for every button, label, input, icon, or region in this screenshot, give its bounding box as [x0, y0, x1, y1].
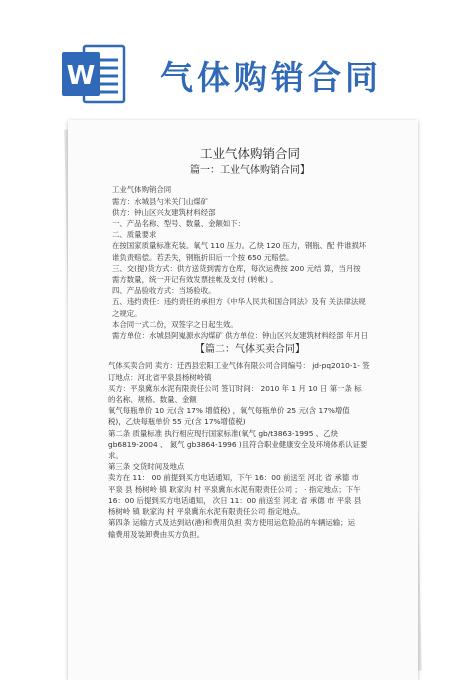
text-line: 供方：钟山区兴友建筑材料经部 [112, 207, 216, 217]
text-line: 税)，乙炔每瓶单价 55 元(含 17%增值税) [108, 417, 246, 427]
word-document-icon [62, 44, 126, 104]
text-line: 第四条 运输方式及达到站(港)和费用负担 卖方使用运危险品的车辆运输；运 [108, 518, 355, 528]
text-line: 在按国家质量标准充装。氧气 110 压力。乙炔 120 压力，钢瓶、配 件谁损坏 [112, 241, 367, 251]
document-content [108, 148, 392, 540]
banner-title: 气体购销合同 [160, 58, 382, 97]
text-line: 的名称、规格、数量、金额 [108, 395, 197, 405]
section-heading-part2: 【篇二：气体买卖合同】 [195, 344, 305, 356]
text-line: 三、交(提)货方式：供方送货到需方仓库，每次运费按 200 元结 算，当月按 [112, 263, 361, 273]
text-line: 买方：平泉冀东水泥有限责任公司 签订时间： 2010 年 1 月 10 日 第一条 标 [108, 383, 362, 393]
text-line: 需方单位：水城县阿嵬源水沟煤矿 供方单位：钟山区兴友建筑材料经部 年月日 [112, 331, 368, 341]
text-line: gb6819-2004 、 氮气 gb3864-1996 )且符合职业健康安全及环境体系认证要 [108, 439, 368, 449]
text-line: 之规定。 [112, 308, 142, 318]
text-line: 气体买卖合同 卖方：迁西县宏阳工业气体有限公司合同编号： jd-pq2010-1- 签 [108, 361, 370, 371]
document-title: 工业气体购销合同 [199, 146, 300, 161]
part1-body [108, 184, 392, 341]
text-line: 本合同一式二份，双签字之日起生效。 [112, 319, 238, 329]
text-line: 16：00 后提到买方电话通知， 次日 11：00 前送至 河北 省 承德 市 平泉 县 [108, 495, 362, 505]
word-icon-letter: W [66, 61, 96, 91]
header-banner [0, 0, 474, 118]
text-line: 需方数量，统一开记有效发票挂帐及支付 (转帐) 。 [112, 275, 278, 285]
text-line: 求。 [108, 451, 123, 461]
text-line: 四、产品验收方式：当场验收。 [112, 286, 216, 296]
section-heading-part1: 篇一：工业气体购销合同】 [190, 165, 310, 177]
text-line: 第二条 质量标准 执行相应现行国家标准(氧气 gb/t3863-1995 、乙炔 [108, 428, 338, 438]
text-line: 输费用及装卸费由买方负担。 [108, 529, 205, 539]
text-line: 谁负责赔偿。若丢失，钢瓶折旧后一个按 650 元赔偿。 [112, 252, 294, 262]
text-line: 平泉 县 杨树岭 镇 耿家沟 村 平泉冀东水泥有限责任公司 ； · 指定地点；下午 [108, 484, 361, 494]
document-page [68, 120, 418, 680]
text-line: 订地点：河北省平泉县杨树岭镇 [108, 372, 212, 382]
text-line: 需方：水城县勺米关门山煤矿 [112, 196, 209, 206]
text-line: 二、质量要求 [112, 230, 157, 240]
text-line: 卖方在 11： 00 前提到买方电话通知，下午 16：00 前送至 河北 省 承德 市 [108, 473, 359, 483]
text-line: 一、产品名称、型号、数量、金额如下： [112, 219, 246, 229]
text-line: 氧气每瓶单价 10 元(含 17% 增值税) ，氧气每瓶单价 25 元(含 17%增值 [108, 406, 350, 416]
text-line: 五、违约责任：违约责任的承担方《中华人民共和国合同法》及有 关法律法规 [112, 297, 366, 307]
text-line: 杨树岭 镇 耿家沟 村 平泉冀东水泥有限责任公司 指定地点。 [108, 507, 305, 517]
text-line: 第三条 交货时间及地点 [108, 462, 185, 472]
part2-body [108, 360, 392, 539]
text-line: 工业气体购销合同 [112, 185, 172, 195]
